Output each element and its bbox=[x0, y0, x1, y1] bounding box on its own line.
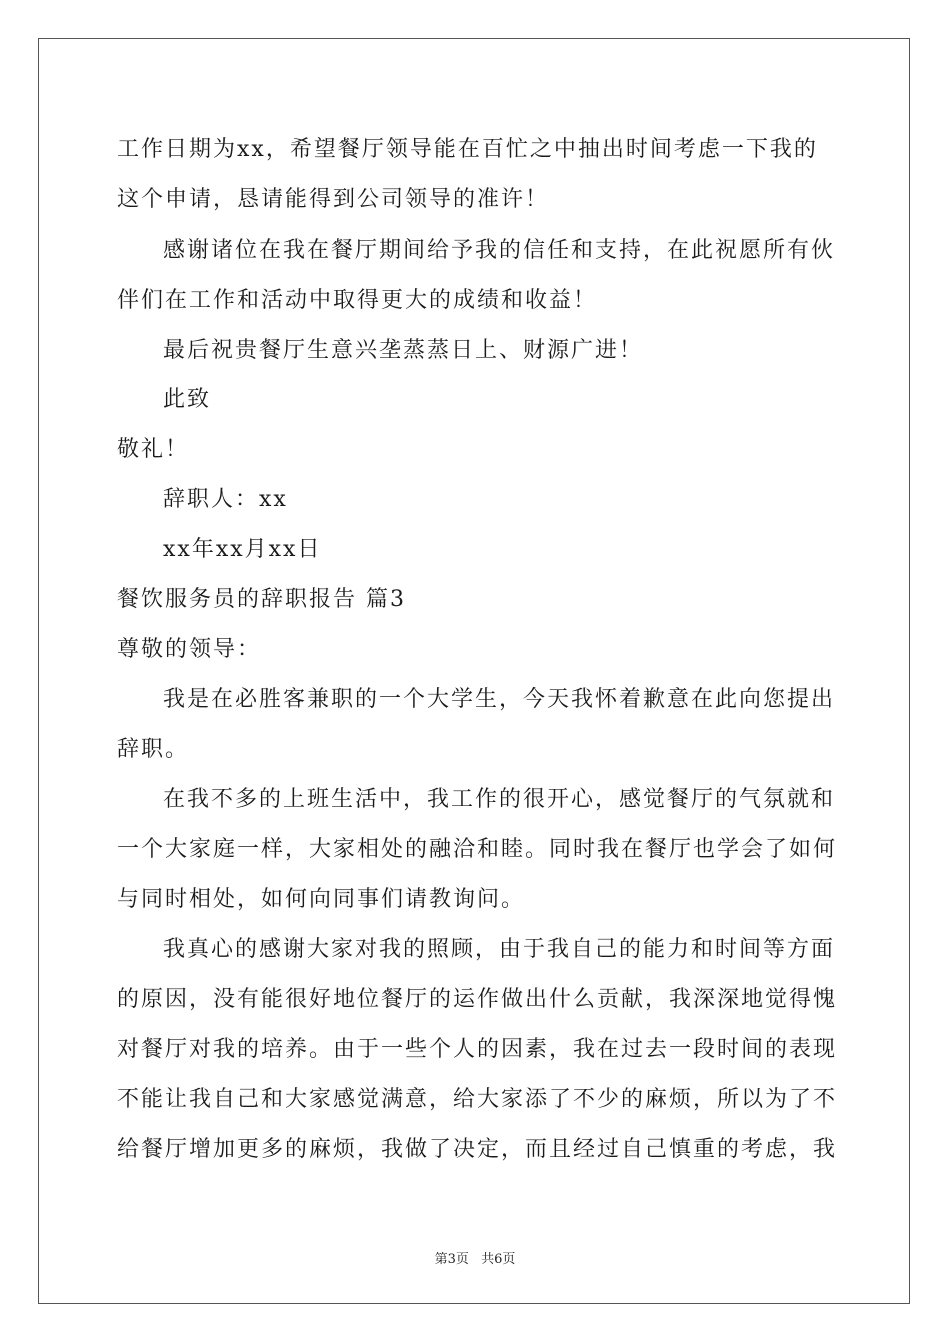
body-line: 我真心的感谢大家对我的照顾，由于我自己的能力和时间等方面 bbox=[163, 937, 836, 962]
closing-regards: 敬礼！ bbox=[117, 437, 190, 462]
signature-date: xx年xx月xx日 bbox=[163, 537, 322, 562]
section-heading: 餐饮服务员的辞职报告 篇3 bbox=[117, 587, 406, 612]
page-footer bbox=[0, 1248, 950, 1267]
body-line: 工作日期为xx，希望餐厅领导能在百忙之中抽出时间考虑一下我的 bbox=[117, 137, 818, 162]
body-line: 在我不多的上班生活中，我工作的很开心，感觉餐厅的气氛就和 bbox=[163, 787, 836, 812]
body-line: 与同时相处，如何向同事们请教询问。 bbox=[117, 887, 526, 912]
body-line: 伴们在工作和活动中取得更大的成绩和收益！ bbox=[117, 288, 598, 313]
signature-name: 辞职人：xx bbox=[163, 487, 288, 512]
page-total: 共6页 bbox=[481, 1252, 516, 1267]
body-line: 感谢诸位在我在餐厅期间给予我的信任和支持，在此祝愿所有伙 bbox=[163, 238, 836, 263]
page-number: 第3页 bbox=[434, 1252, 469, 1267]
body-line: 的原因，没有能很好地位餐厅的运作做出什么贡献，我深深地觉得愧 bbox=[117, 987, 838, 1012]
body-line: 不能让我自己和大家感觉满意，给大家添了不少的麻烦，所以为了不 bbox=[117, 1087, 838, 1112]
closing-salutation: 此致 bbox=[163, 387, 212, 412]
body-line: 给餐厅增加更多的麻烦，我做了决定，而且经过自己慎重的考虑，我 bbox=[117, 1137, 838, 1162]
body-line: 我是在必胜客兼职的一个大学生，今天我怀着歉意在此向您提出 bbox=[163, 687, 836, 712]
body-line: 这个申请，恳请能得到公司领导的准许！ bbox=[117, 187, 550, 212]
body-line: 辞职。 bbox=[117, 737, 190, 762]
body-line: 对餐厅对我的培养。由于一些个人的因素，我在过去一段时间的表现 bbox=[117, 1037, 838, 1062]
body-line: 最后祝贵餐厅生意兴垄蒸蒸日上、财源广进！ bbox=[163, 338, 644, 363]
body-line: 一个大家庭一样，大家相处的融洽和睦。同时我在餐厅也学会了如何 bbox=[117, 837, 838, 862]
letter-greeting: 尊敬的领导： bbox=[117, 637, 262, 662]
